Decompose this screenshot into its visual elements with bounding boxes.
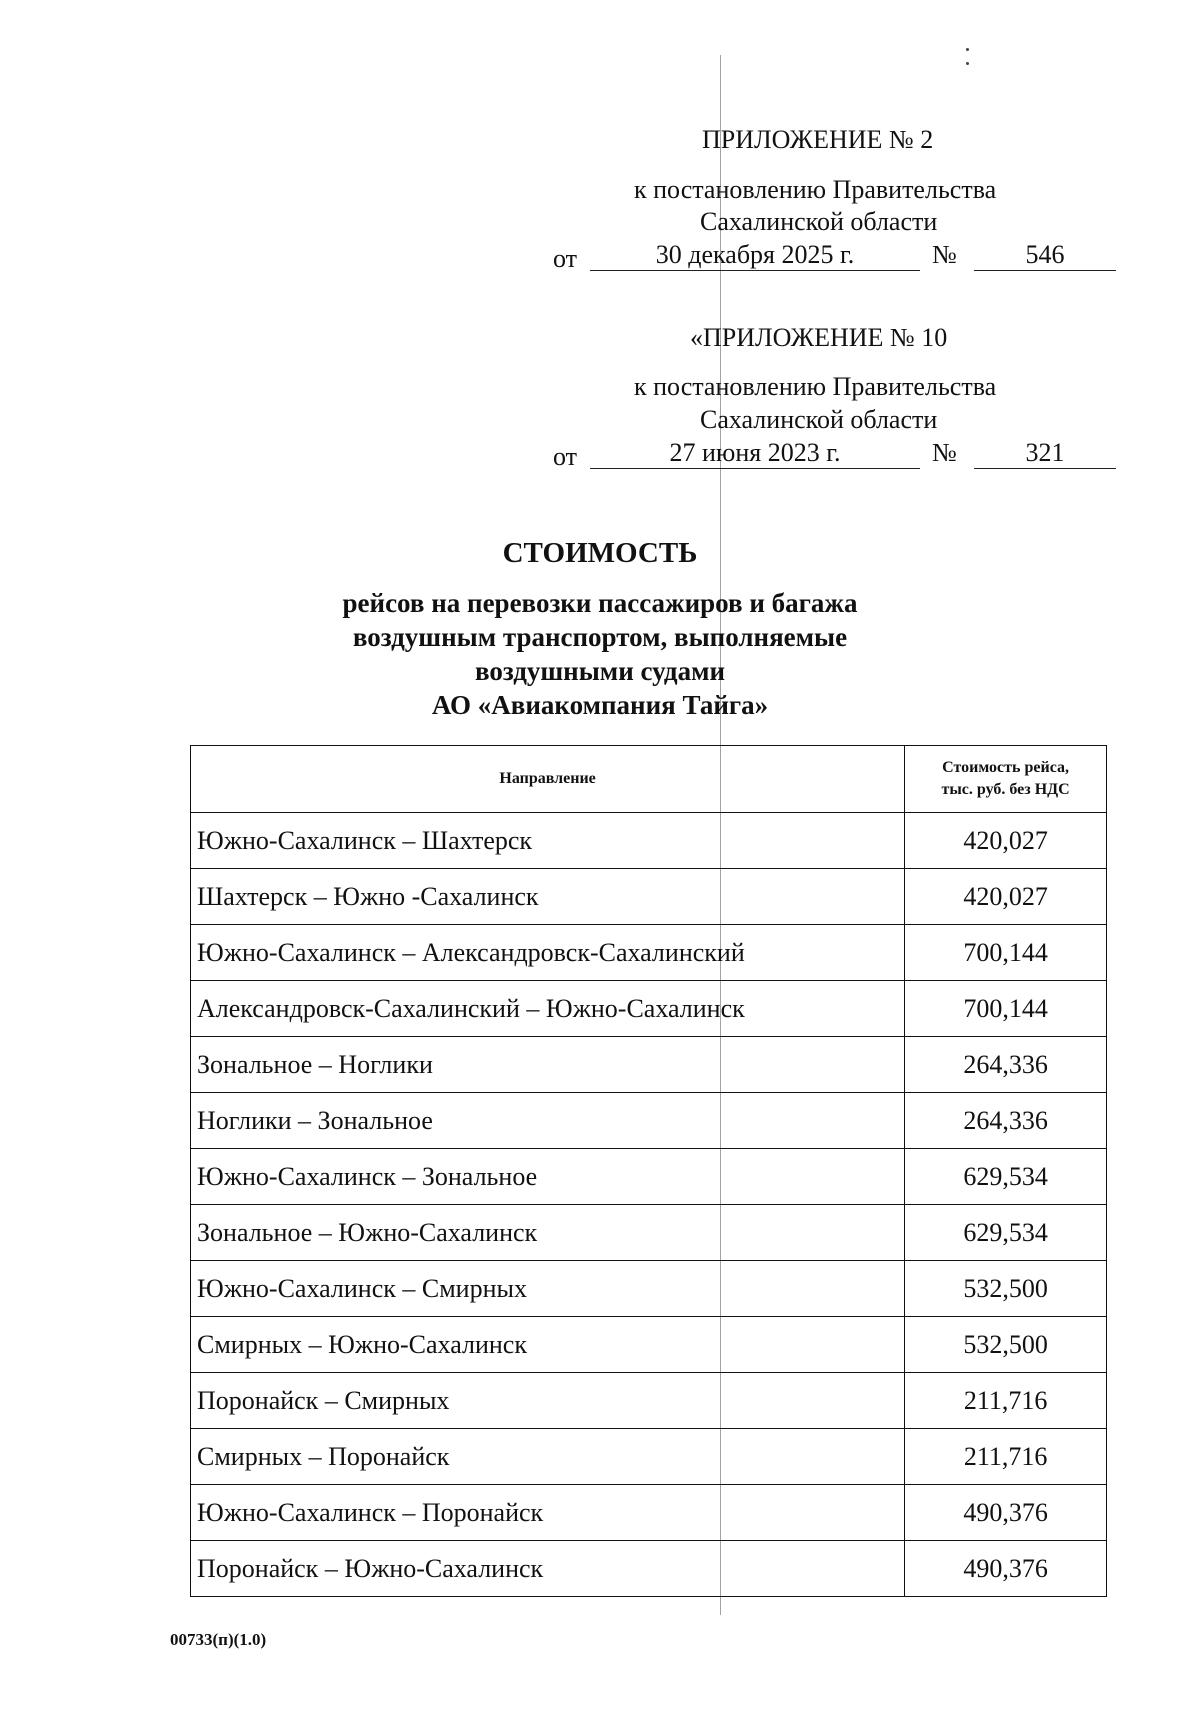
cost-cell: 211,716 — [905, 1429, 1107, 1485]
table-row — [191, 869, 1107, 925]
appendix2-number-label: № — [932, 438, 957, 467]
appendix1-date: 30 декабря 2025 г. — [590, 240, 920, 271]
doc-subheading-line4: АО «Авиакомпания Тайга» — [431, 690, 769, 720]
direction-cell: Южно-Сахалинск – Александровск-Сахалинский — [191, 925, 905, 981]
appendix1-title: ПРИЛОЖЕНИЕ № 2 — [702, 125, 934, 154]
col-direction-header: Направление — [191, 746, 905, 813]
cost-cell: 211,716 — [905, 1373, 1107, 1429]
appendix1-line1: к постановлению Правительства — [634, 175, 997, 204]
cost-cell: 264,336 — [905, 1093, 1107, 1149]
appendix2-title: «ПРИЛОЖЕНИЕ № 10 — [690, 323, 948, 352]
cost-table — [190, 745, 1107, 1597]
direction-cell: Зональное – Южно-Сахалинск — [191, 1205, 905, 1261]
direction-cell: Поронайск – Южно-Сахалинск — [191, 1541, 905, 1597]
doc-subheading-line3: воздушными судами — [474, 656, 726, 686]
direction-cell: Шахтерск – Южно -Сахалинск — [191, 869, 905, 925]
cost-cell: 420,027 — [905, 813, 1107, 869]
table-row — [191, 1205, 1107, 1261]
cost-cell: 490,376 — [905, 1541, 1107, 1597]
cost-cell: 532,500 — [905, 1261, 1107, 1317]
appendix2-line2: Сахалинской области — [700, 405, 938, 434]
cost-cell: 420,027 — [905, 869, 1107, 925]
appendix2-line1: к постановлению Правительства — [634, 372, 997, 401]
appendix2-date: 27 июня 2023 г. — [590, 438, 920, 469]
document-code: 00733(п)(1.0) — [170, 1630, 267, 1649]
cost-cell: 629,534 — [905, 1149, 1107, 1205]
table-row — [191, 813, 1107, 869]
direction-cell: Зональное – Ноглики — [191, 1037, 905, 1093]
direction-cell: Южно-Сахалинск – Смирных — [191, 1261, 905, 1317]
appendix1-line2: Сахалинской области — [700, 207, 938, 236]
cost-cell: 700,144 — [905, 981, 1107, 1037]
cost-cell: 264,336 — [905, 1037, 1107, 1093]
table-row — [191, 925, 1107, 981]
appendix1-from-label: от — [553, 244, 578, 273]
table-row — [191, 1485, 1107, 1541]
cost-cell: 532,500 — [905, 1317, 1107, 1373]
direction-cell: Южно-Сахалинск – Шахтерск — [191, 813, 905, 869]
direction-cell: Александровск-Сахалинский – Южно-Сахалинск — [191, 981, 905, 1037]
scan-speck — [966, 48, 969, 51]
table-row — [191, 1373, 1107, 1429]
scan-speck — [966, 62, 969, 65]
doc-subheading-line2: воздушным транспортом, выполняемые — [352, 622, 848, 652]
appendix2-number: 321 — [974, 438, 1116, 469]
cost-cell: 700,144 — [905, 925, 1107, 981]
table-row — [191, 1149, 1107, 1205]
table-row — [191, 1429, 1107, 1485]
direction-cell: Смирных – Поронайск — [191, 1429, 905, 1485]
col-cost-header — [905, 746, 1107, 813]
table-row — [191, 1317, 1107, 1373]
direction-cell: Ноглики – Зональное — [191, 1093, 905, 1149]
appendix1-number-label: № — [932, 240, 957, 269]
direction-cell: Южно-Сахалинск – Поронайск — [191, 1485, 905, 1541]
table-row — [191, 1541, 1107, 1597]
appendix1-number: 546 — [974, 240, 1116, 271]
table-row — [191, 1093, 1107, 1149]
table-row — [191, 1037, 1107, 1093]
doc-heading: СТОИМОСТЬ — [502, 537, 698, 569]
col-cost-header-line2: тыс. руб. без НДС — [941, 781, 1070, 798]
cost-cell: 490,376 — [905, 1485, 1107, 1541]
table-header-row — [191, 746, 1107, 813]
doc-subheading-line1: рейсов на перевозки пассажиров и багажа — [342, 588, 858, 618]
col-cost-header-line1: Стоимость рейса, — [942, 759, 1069, 776]
table-row — [191, 1261, 1107, 1317]
direction-cell: Поронайск – Смирных — [191, 1373, 905, 1429]
direction-cell: Смирных – Южно-Сахалинск — [191, 1317, 905, 1373]
table-row — [191, 981, 1107, 1037]
cost-cell: 629,534 — [905, 1205, 1107, 1261]
appendix2-from-label: от — [553, 442, 578, 471]
direction-cell: Южно-Сахалинск – Зональное — [191, 1149, 905, 1205]
